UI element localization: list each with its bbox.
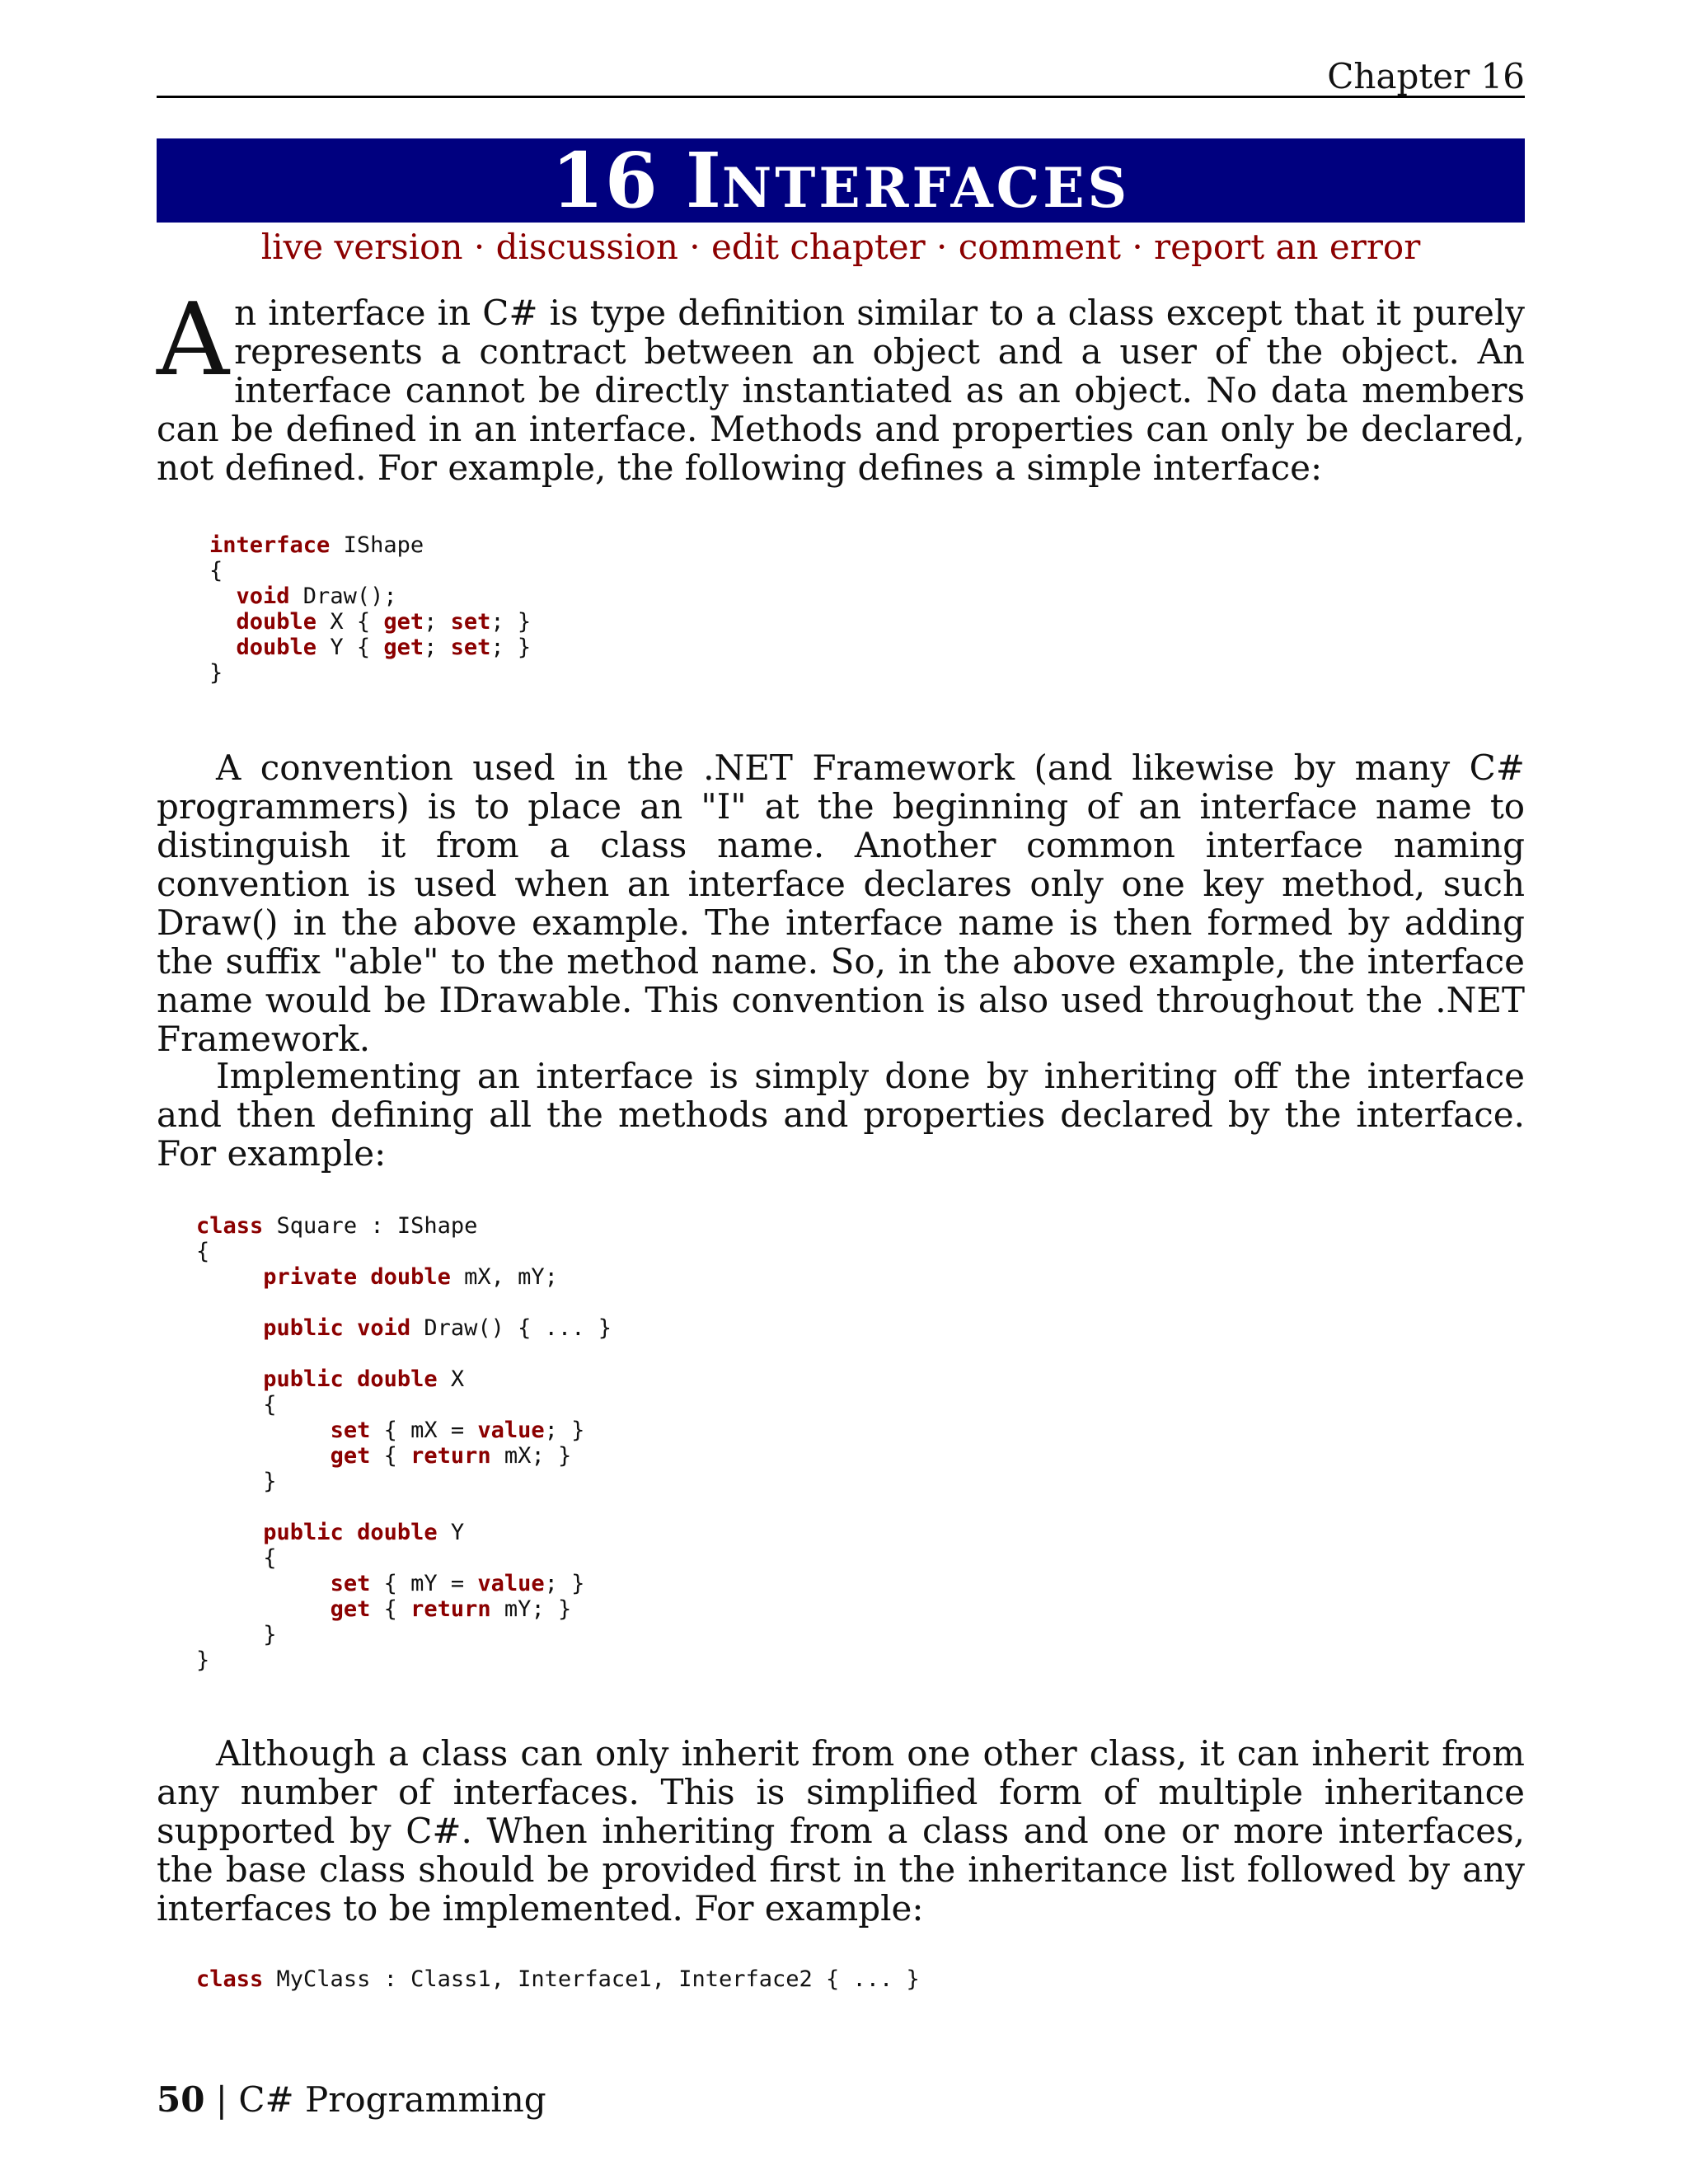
code-text: { mY = <box>370 1571 478 1596</box>
code-text: } <box>196 1647 210 1673</box>
code-text: { <box>196 1239 210 1264</box>
code-keyword: return <box>410 1596 491 1622</box>
code-text: { mX = <box>370 1418 478 1443</box>
code-text: ; <box>424 635 451 660</box>
code-text: { <box>370 1596 411 1622</box>
code-text <box>196 1520 263 1545</box>
code-keyword: class <box>196 1966 264 1992</box>
code-keyword: value <box>477 1571 545 1596</box>
code-text: Y <box>437 1520 465 1545</box>
page-number: 50 <box>157 2079 205 2120</box>
code-text: Square : IShape <box>263 1213 478 1239</box>
code-keyword: set <box>330 1418 371 1443</box>
link-comment[interactable]: comment <box>958 227 1121 267</box>
paragraph-naming-convention: A convention used in the .NET Framework (and likewise by many C# programmers) is to place an "I" at the beginning of an interface name to distinguish it from a class name. Another common interface naming convention is used when an interface declares only one key method, such Draw() in the above example. The interface name is then formed by adding the suffix "able" to the method name. So, in the above example, the interface name would be IDrawable. This convention is also used throughout the .NET Framework. <box>157 748 1525 1059</box>
code-text: { <box>196 1392 277 1418</box>
code-keyword: get <box>330 1596 371 1622</box>
link-separator: · <box>462 227 496 267</box>
code-keyword: public <box>263 1520 344 1545</box>
code-keyword: get <box>330 1443 371 1469</box>
code-keyword: double <box>236 609 317 635</box>
paragraph-multiple-inheritance: Although a class can only inherit from one other class, it can inherit from any number of interfaces. This is simplified form of multiple inheritance supported by C#. When inheriting from a class and one or more interfaces, the base class should be provided first in the inheritance list followed by any interfaces to be implemented. For example: <box>157 1733 1525 1929</box>
code-text: Draw(); <box>289 583 397 609</box>
code-keyword: double <box>357 1366 438 1392</box>
code-text <box>196 1264 263 1290</box>
code-keyword: get <box>383 635 424 660</box>
code-text: { <box>370 1443 411 1469</box>
code-text <box>196 1443 331 1469</box>
code-text: ; <box>424 609 451 635</box>
code-text: { <box>196 1545 277 1571</box>
paragraph-intro <box>157 281 1525 488</box>
code-keyword: value <box>477 1418 545 1443</box>
chapter-title-banner <box>157 138 1525 223</box>
drop-cap: A <box>157 281 230 398</box>
code-text <box>344 1315 357 1341</box>
code-text <box>196 1596 331 1622</box>
code-keyword: set <box>450 609 491 635</box>
link-live-version[interactable]: live version <box>260 227 463 267</box>
code-keyword: double <box>236 635 317 660</box>
code-keyword: void <box>236 583 290 609</box>
code-text <box>196 1418 331 1443</box>
code-text: MyClass : Class1, Interface1, Interface2 { ... } <box>263 1966 920 1992</box>
code-text <box>209 609 237 635</box>
footer-separator: | <box>204 2079 239 2120</box>
code-text: mX, mY; <box>450 1264 558 1290</box>
paragraph-intro-text: n interface in C# is type definition similar to a class except that it purely represents a contract between an object and a user of the object. An interface cannot be directly instantiated as an object. No data members can be defined in an interface. Methods and properties can only be declared, not defined. For example, the following defines a simple interface: <box>157 293 1525 488</box>
chapter-title-rest: NTERFACES <box>721 156 1131 220</box>
code-text: ; } <box>490 635 532 660</box>
code-text <box>196 1571 331 1596</box>
code-text <box>209 583 237 609</box>
code-text: Draw() { ... } <box>410 1315 612 1341</box>
code-text: Y { <box>316 635 384 660</box>
link-separator: · <box>925 227 959 267</box>
code-keyword: interface <box>209 532 331 558</box>
code-block-square <box>196 1213 612 1673</box>
code-text: { <box>209 558 223 583</box>
code-text: IShape <box>330 532 424 558</box>
code-keyword: return <box>410 1443 491 1469</box>
code-text <box>196 1366 263 1392</box>
page-footer <box>157 2079 546 2121</box>
book-title: C# Programming <box>238 2079 546 2120</box>
running-header: Chapter 16 <box>1327 56 1525 96</box>
code-text: ; } <box>490 609 532 635</box>
code-keyword: public <box>263 1366 344 1392</box>
code-text: } <box>209 660 223 686</box>
code-block-ishape <box>209 532 531 686</box>
code-text <box>196 1315 263 1341</box>
code-keyword: private <box>263 1264 358 1290</box>
code-keyword: set <box>450 635 491 660</box>
code-keyword: double <box>370 1264 451 1290</box>
link-report-an-error[interactable]: report an error <box>1154 227 1421 267</box>
code-block-myclass <box>196 1966 920 1992</box>
code-text: ; } <box>544 1571 585 1596</box>
code-text: X <box>437 1366 465 1392</box>
code-text: mY; } <box>490 1596 572 1622</box>
link-edit-chapter[interactable]: edit chapter <box>710 227 926 267</box>
code-text <box>209 635 237 660</box>
code-text: mX; } <box>490 1443 572 1469</box>
code-keyword: void <box>357 1315 411 1341</box>
chapter-links <box>157 224 1525 270</box>
code-keyword: set <box>330 1571 371 1596</box>
code-text: ; } <box>544 1418 585 1443</box>
paragraph-implementing: Implementing an interface is simply done by inheriting off the interface and then defining all the methods and properties declared by the interface. For example: <box>157 1056 1525 1174</box>
code-text <box>357 1264 370 1290</box>
code-text: } <box>196 1622 277 1647</box>
code-text: } <box>196 1469 277 1494</box>
header-rule <box>157 96 1525 98</box>
code-text <box>344 1520 357 1545</box>
code-keyword: public <box>263 1315 344 1341</box>
link-separator: · <box>1120 227 1155 267</box>
code-text: X { <box>316 609 384 635</box>
link-separator: · <box>678 227 711 267</box>
code-text <box>344 1366 357 1392</box>
code-keyword: double <box>357 1520 438 1545</box>
chapter-title-initial: I <box>685 136 722 225</box>
code-keyword: class <box>196 1213 264 1239</box>
code-keyword: get <box>383 609 424 635</box>
link-discussion[interactable]: discussion <box>495 227 678 267</box>
chapter-number: 16 <box>551 136 659 225</box>
